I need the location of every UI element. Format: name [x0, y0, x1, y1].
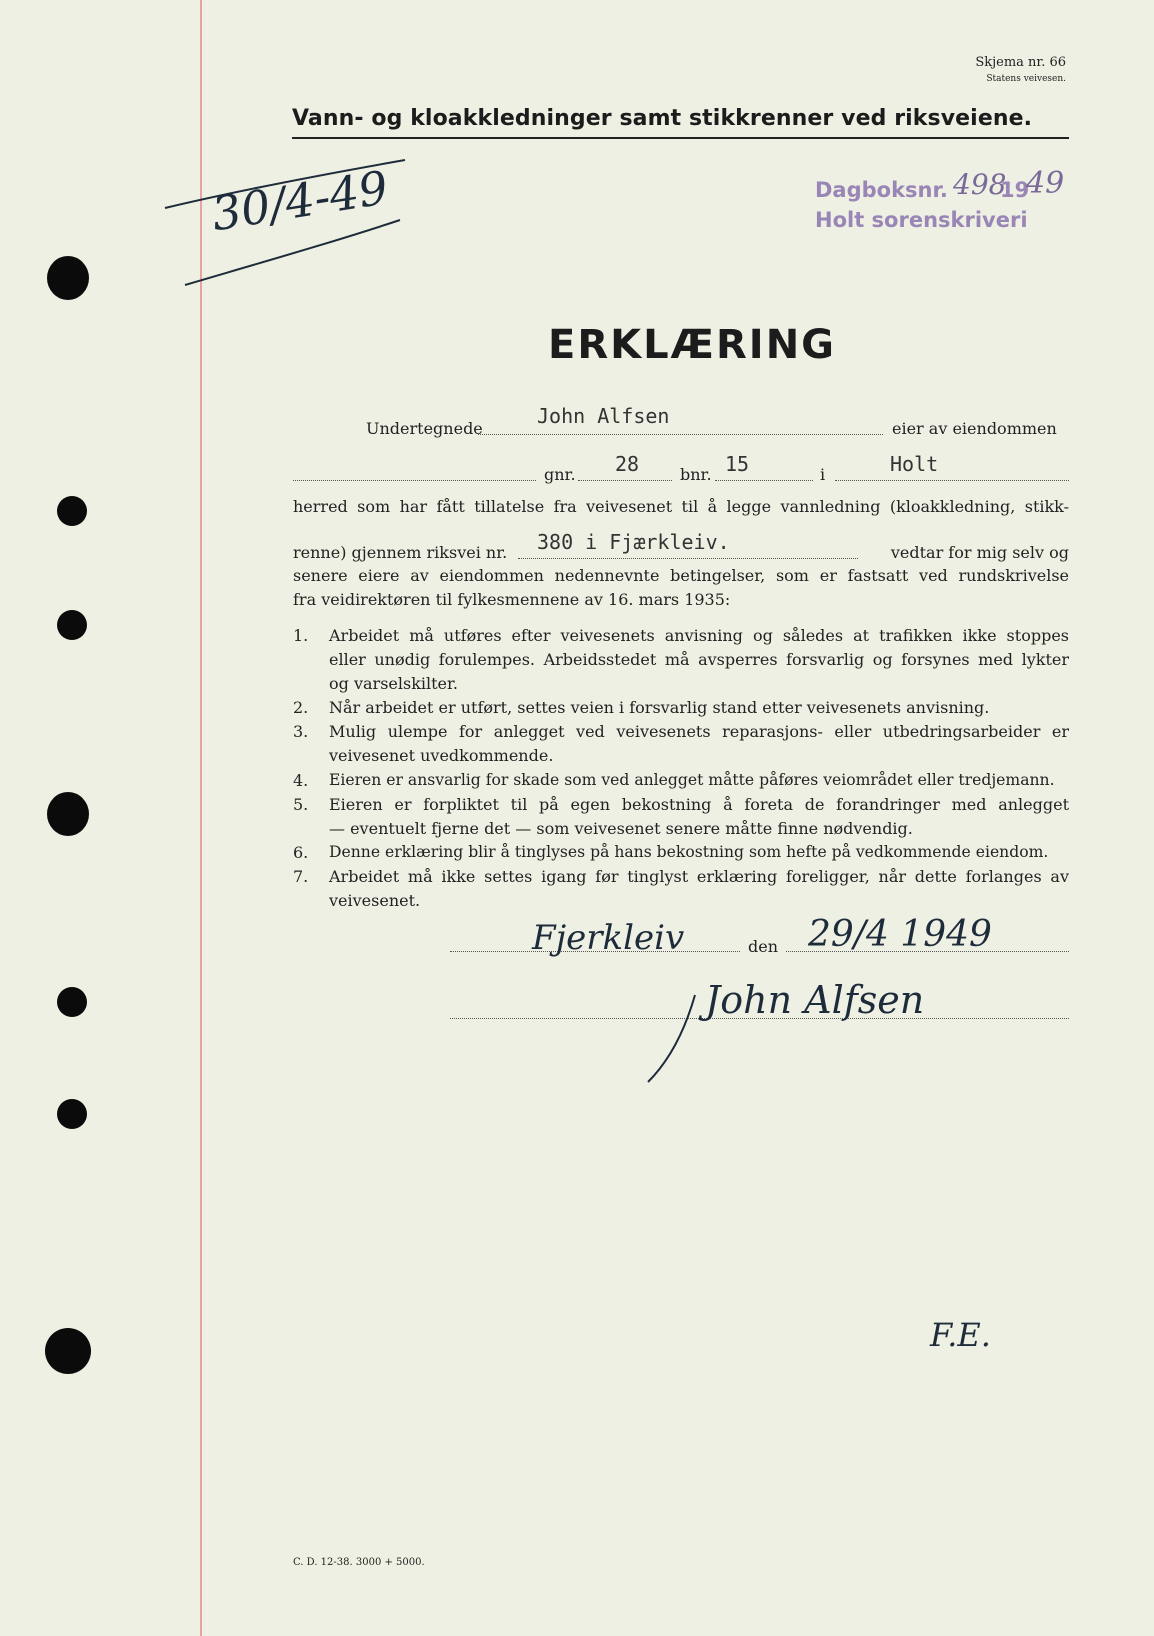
- schema-number: Skjema nr. 66: [975, 55, 1066, 70]
- paragraph-line-4: fra veidirektøren til fylkesmennene av 16. mars 1935:: [293, 590, 731, 609]
- footer-print-code: C. D. 12-38. 3000 + 5000.: [293, 1557, 425, 1568]
- signature-date: 29/4 1949: [808, 914, 992, 955]
- condition-3-line-1: Mulig ulempe for anlegget ved veivesenets reparasjons- eller utbedringsarbeider er: [329, 722, 1069, 741]
- place-dotted-line: [835, 480, 1069, 481]
- condition-6-number: 6.: [293, 843, 309, 862]
- condition-1-line-1: Arbeidet må utføres efter veivesenets anvisning og således at trafikken ikke stoppes: [329, 626, 1069, 645]
- punch-hole-7: [45, 1328, 91, 1374]
- bnr-value: 15: [725, 452, 750, 476]
- handwritten-date: 30/4-49: [208, 160, 392, 242]
- condition-2-line-1: Når arbeidet er utført, settes veien i forsvarlig stand etter veivesenets anvisning.: [329, 698, 990, 717]
- bnr-label: bnr.: [680, 465, 712, 484]
- i-label: i: [820, 465, 826, 484]
- schema-issuer: Statens veivesen.: [986, 74, 1066, 84]
- condition-4-number: 4.: [293, 771, 309, 790]
- riksvei-value: 380 i Fjærkleiv.: [537, 530, 730, 554]
- condition-1-number: 1.: [293, 626, 309, 645]
- condition-6-line-1: Denne erklæring blir å tinglyses på hans bekostning som hefte på vedkommende eiendom.: [329, 843, 1049, 861]
- prefix-dotted-line: [293, 480, 536, 481]
- header-underline: [292, 137, 1069, 139]
- bnr-dotted-line: [715, 480, 813, 481]
- initials: F.E.: [930, 1316, 991, 1354]
- signature-name: John Alfsen: [705, 978, 925, 1022]
- punch-hole-5: [57, 987, 87, 1017]
- condition-7-line-2: veivesenet.: [329, 891, 421, 910]
- stamp-line1-label: Dagboksnr.: [815, 178, 948, 202]
- condition-3-line-2: veivesenet uvedkommende.: [329, 746, 554, 765]
- eier-label: eier av eiendommen: [892, 419, 1057, 438]
- document-heading: ERKLÆRING: [548, 322, 836, 368]
- gnr-label: gnr.: [544, 465, 576, 484]
- condition-5-line-1: Eieren er forpliktet til på egen bekostning å foreta de forandringer med anlegget: [329, 795, 1069, 814]
- undertegnede-value: John Alfsen: [537, 404, 670, 428]
- undertegnede-dotted-line: [478, 434, 883, 435]
- condition-1-line-3: og varselskilter.: [329, 674, 458, 693]
- signature-place: Fjerkleiv: [532, 918, 685, 958]
- undertegnede-label: Undertegnede: [366, 419, 483, 438]
- punch-hole-2: [57, 496, 87, 526]
- stamp-year-handwritten: 49: [1026, 166, 1065, 201]
- stamp-year-printed: 19: [1000, 178, 1030, 202]
- riksvei-dotted-line: [518, 558, 858, 559]
- place-value: Holt: [890, 452, 939, 476]
- paragraph-line-1: herred som har fått tillatelse fra veivesenet til å legge vannledning (kloakkledning, stikk-: [293, 497, 1069, 516]
- punch-hole-1: [47, 256, 89, 300]
- paragraph-line-2-post: vedtar for mig selv og: [890, 543, 1069, 562]
- stamp-line2-office: Holt sorenskriveri: [815, 208, 1028, 232]
- condition-7-number: 7.: [293, 867, 309, 886]
- punch-hole-6: [57, 1099, 87, 1129]
- handwritten-strokes: [160, 150, 420, 300]
- den-label: den: [748, 937, 779, 956]
- gnr-dotted-line: [578, 480, 672, 481]
- condition-3-number: 3.: [293, 722, 309, 741]
- punch-hole-4: [47, 792, 89, 836]
- paragraph-line-3: senere eiere av eiendommen nedennevnte betingelser, som er fastsatt ved rundskrivelse: [293, 566, 1069, 585]
- condition-4-line-1: Eieren er ansvarlig for skade som ved anlegget måtte påføres veiområdet eller tredjemann.: [329, 771, 1055, 789]
- condition-2-number: 2.: [293, 698, 309, 717]
- signature-flourish: [640, 990, 720, 1090]
- condition-7-line-1: Arbeidet må ikke settes igang før tinglyst erklæring foreligger, når dette forlanges av: [329, 867, 1069, 886]
- paragraph-line-2-pre: renne) gjennem riksvei nr.: [293, 543, 508, 562]
- condition-5-number: 5.: [293, 795, 309, 814]
- form-header-title: Vann- og kloakkledninger samt stikkrenner ved riksveiene.: [292, 106, 1033, 131]
- condition-5-line-2: — eventuelt fjerne det — som veivesenet senere måtte finne nødvendig.: [329, 819, 913, 838]
- punch-hole-3: [57, 610, 87, 640]
- stamp-entry-number: 498: [953, 168, 1007, 201]
- gnr-value: 28: [615, 452, 640, 476]
- condition-1-line-2: eller unødig forulempes. Arbeidsstedet må avsperres forsvarlig og forsynes med lykter: [329, 650, 1069, 669]
